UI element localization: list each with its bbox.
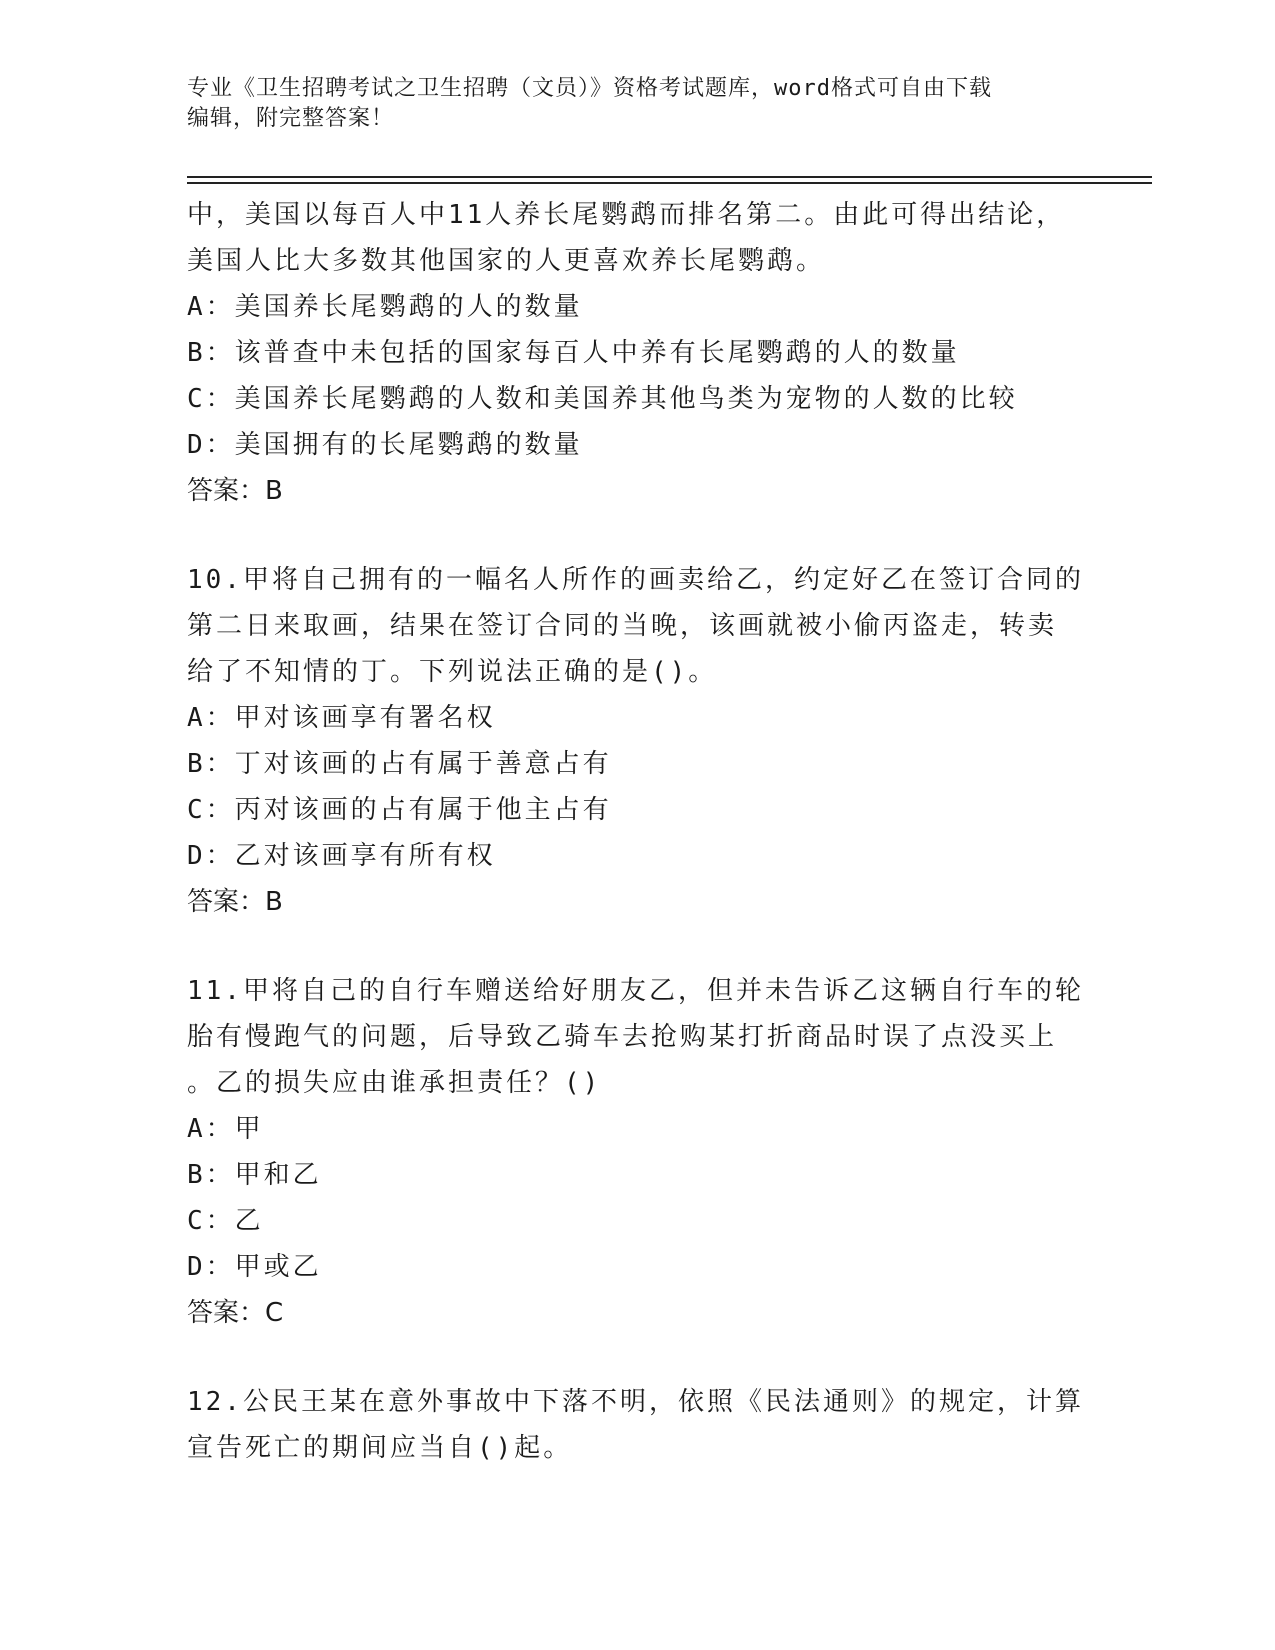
question-stem-line: 11.甲将自己的自行车赠送给好朋友乙，但并未告诉乙这辆自行车的轮	[187, 976, 1084, 1006]
question-stem-line: 12.公民王某在意外事故中下落不明，依照《民法通则》的规定，计算	[187, 1387, 1084, 1417]
header-divider	[187, 182, 1152, 184]
header-line: 专业《卫生招聘考试之卫生招聘（文员）》资格考试题库，word格式可自由下载	[187, 76, 992, 101]
question-stem-line: 第二日来取画，结果在签订合同的当晚，该画就被小偷丙盗走，转卖	[187, 611, 1058, 641]
answer-line: 答案：B	[187, 887, 283, 917]
option-d: D：乙对该画享有所有权	[187, 841, 496, 871]
question-10	[187, 557, 1087, 925]
question-stem-line: 10.甲将自己拥有的一幅名人所作的画卖给乙，约定好乙在签订合同的	[187, 565, 1084, 595]
option-c: C：乙	[187, 1206, 264, 1236]
option-a: A：甲对该画享有署名权	[187, 703, 496, 733]
option-d: D：甲或乙	[187, 1252, 322, 1282]
question-9	[187, 192, 1087, 514]
question-stem-line: 中，美国以每百人中11人养长尾鹦鹉而排名第二。由此可得出结论，	[187, 200, 1066, 230]
option-a: A：美国养长尾鹦鹉的人的数量	[187, 292, 583, 322]
header-line: 编辑，附完整答案！	[187, 106, 395, 131]
question-stem-line: 给了不知情的丁。下列说法正确的是()。	[187, 657, 718, 687]
question-stem-line: 。乙的损失应由谁承担责任？()	[187, 1068, 602, 1098]
question-stem-line: 美国人比大多数其他国家的人更喜欢养长尾鹦鹉。	[187, 246, 826, 276]
question-list	[187, 192, 1087, 1471]
answer-line: 答案：B	[187, 476, 283, 506]
spacer	[187, 925, 1087, 968]
question-stem-line: 宣告死亡的期间应当自()起。	[187, 1433, 573, 1463]
option-a: A：甲	[187, 1114, 264, 1144]
page-header	[187, 74, 1067, 134]
answer-line: 答案：C	[187, 1298, 284, 1328]
header-divider	[187, 176, 1152, 178]
option-c: C：丙对该画的占有属于他主占有	[187, 795, 612, 825]
spacer	[187, 1336, 1087, 1379]
option-c: C：美国养长尾鹦鹉的人数和美国养其他鸟类为宠物的人数的比较	[187, 384, 1018, 414]
option-b: B：该普查中未包括的国家每百人中养有长尾鹦鹉的人的数量	[187, 338, 960, 368]
option-b: B：甲和乙	[187, 1160, 322, 1190]
question-stem-line: 胎有慢跑气的问题，后导致乙骑车去抢购某打折商品时误了点没买上	[187, 1022, 1058, 1052]
question-12	[187, 1379, 1087, 1471]
option-b: B：丁对该画的占有属于善意占有	[187, 749, 612, 779]
spacer	[187, 514, 1087, 557]
option-d: D：美国拥有的长尾鹦鹉的数量	[187, 430, 583, 460]
question-11	[187, 968, 1087, 1336]
